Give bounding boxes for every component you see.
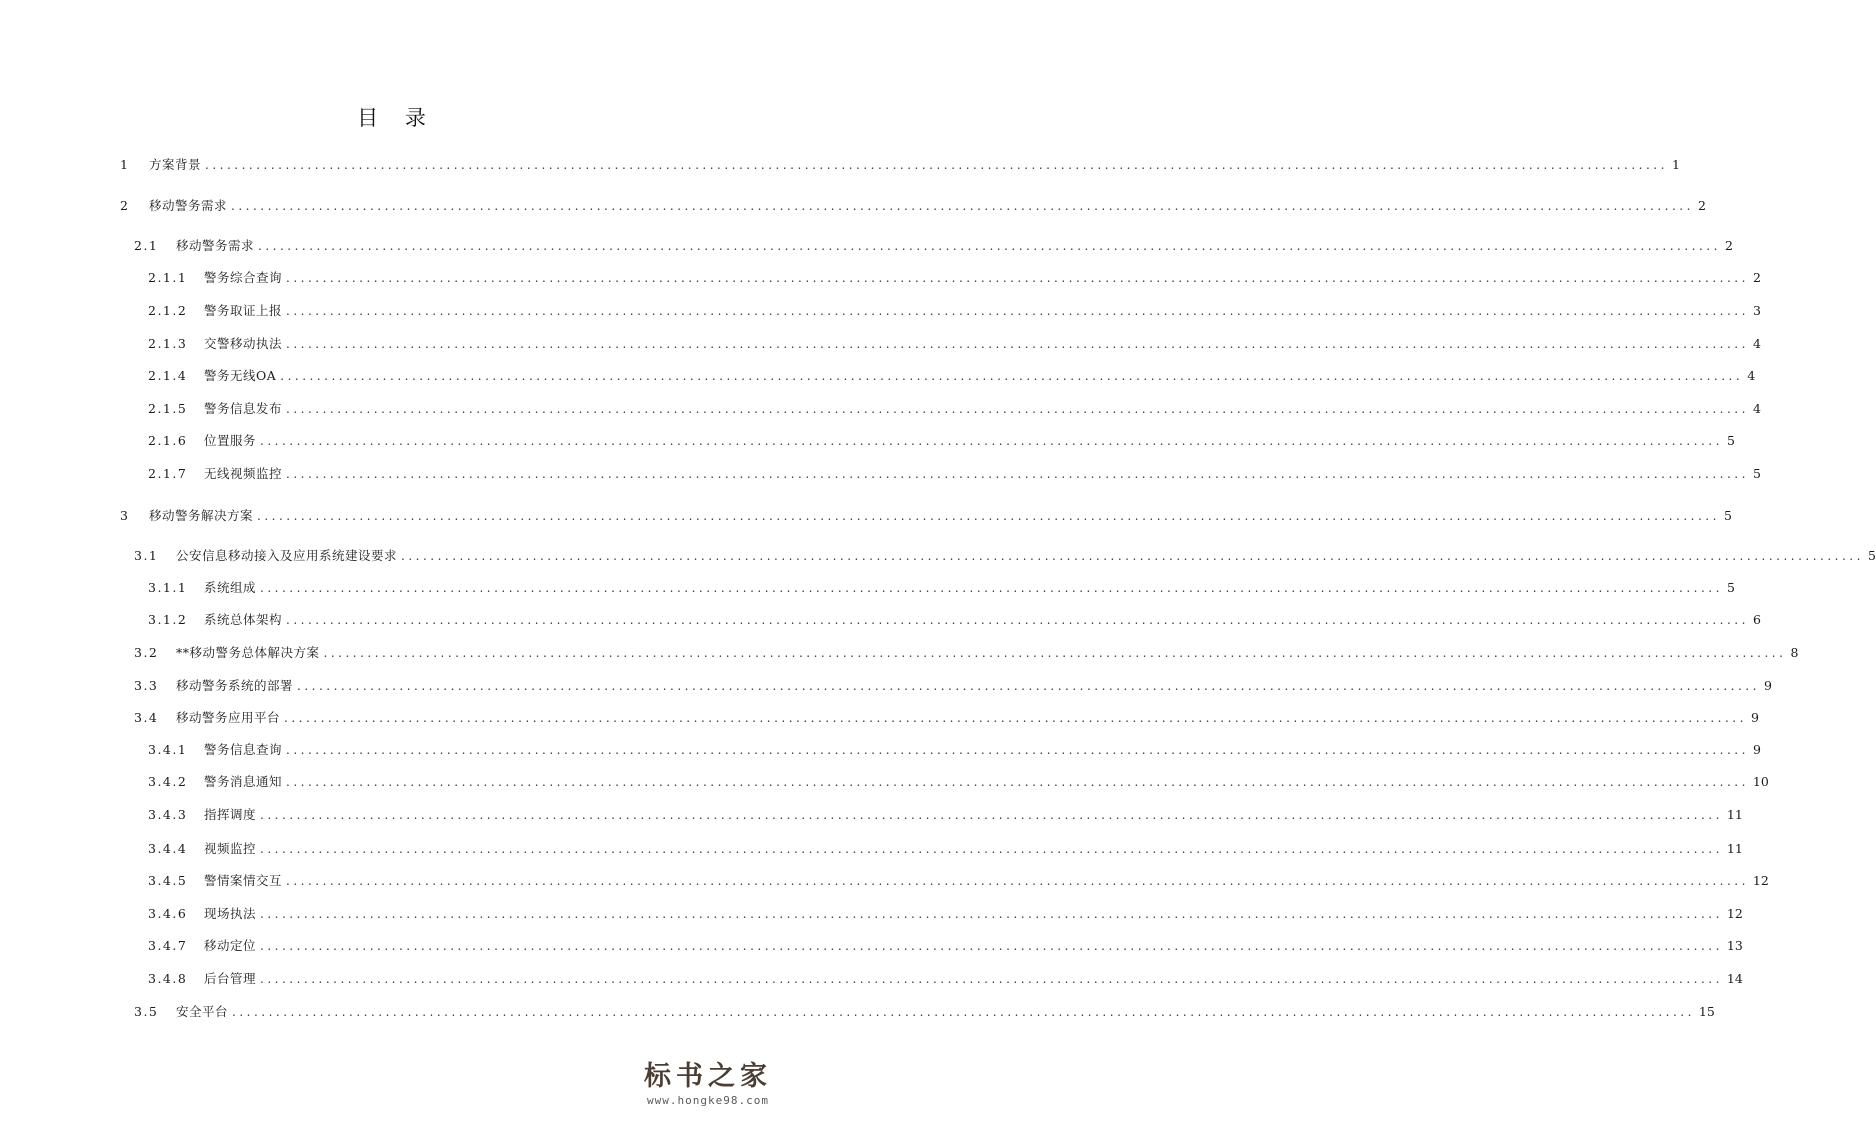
- toc-leader-dots: ........................................................................................................................................................................................................: [323, 646, 1787, 660]
- toc-entry-number: 3.3: [134, 678, 159, 693]
- toc-entry-label: 警务取证上报: [204, 303, 283, 318]
- toc-entry-label: 移动警务解决方案: [149, 508, 254, 523]
- toc-entry-number: 3.5: [134, 1004, 159, 1019]
- toc-entry-label: 交警移动执法: [204, 336, 283, 351]
- toc-leader-dots: ........................................................................................................................................................................................................: [286, 337, 1749, 351]
- toc-entry-page: 2: [1752, 270, 1761, 285]
- toc-entry[interactable]: [120, 156, 1680, 174]
- toc-entry-number: 2.1.1: [148, 270, 188, 285]
- toc-entry-page: 2: [1724, 238, 1733, 253]
- toc-leader-dots: ........................................................................................................................................................................................................: [260, 972, 1723, 986]
- toc-entry[interactable]: [148, 579, 1735, 597]
- toc-entry-label: 安全平台: [176, 1004, 229, 1019]
- toc-entry-label: 移动定位: [204, 938, 257, 953]
- toc-entry-page: 5: [1726, 433, 1735, 448]
- toc-leader-dots: ........................................................................................................................................................................................................: [286, 304, 1749, 318]
- toc-leader-dots: ........................................................................................................................................................................................................: [286, 613, 1749, 627]
- toc-leader-dots: ........................................................................................................................................................................................................: [232, 1005, 1695, 1019]
- toc-entry-label: 警务消息通知: [204, 774, 283, 789]
- toc-leader-dots: ........................................................................................................................................................................................................: [260, 808, 1723, 822]
- toc-entry-page: 15: [1698, 1004, 1715, 1019]
- toc-entry-page: 11: [1726, 841, 1743, 856]
- toc-entry-number: 3.4.7: [148, 938, 188, 953]
- toc-entry[interactable]: [134, 709, 1759, 727]
- toc-entry-label: 警情案情交互: [204, 873, 283, 888]
- toc-entry-page: 11: [1726, 807, 1743, 822]
- toc-entry-number: 3.4.8: [148, 971, 188, 986]
- toc-entry[interactable]: [134, 237, 1733, 255]
- toc-entry-page: 4: [1752, 336, 1761, 351]
- page-title: 目 录: [357, 106, 436, 130]
- toc-leader-dots: ........................................................................................................................................................................................................: [280, 369, 1744, 383]
- toc-entry[interactable]: [134, 644, 1799, 662]
- watermark-url: www.hongke98.com: [647, 1094, 769, 1107]
- toc-entry-number: 3.1.1: [148, 580, 188, 595]
- toc-entry-number: 3.1.2: [148, 612, 188, 627]
- toc-entry-number: 3.4.2: [148, 774, 188, 789]
- toc-entry-number: 3.4: [134, 710, 159, 725]
- toc-entry-number: 3: [120, 508, 130, 523]
- toc-entry-label: 系统组成: [204, 580, 257, 595]
- toc-entry-label: 移动警务需求: [149, 198, 228, 213]
- toc-leader-dots: ........................................................................................................................................................................................................: [260, 907, 1723, 921]
- toc-entry[interactable]: [148, 905, 1743, 923]
- toc-entry-page: 1: [1671, 157, 1680, 172]
- toc-entry-number: 3.4.4: [148, 841, 188, 856]
- toc-entry-page: 2: [1697, 198, 1706, 213]
- toc-entry-label: 后台管理: [204, 971, 257, 986]
- toc-entry[interactable]: [148, 937, 1743, 955]
- toc-entry-number: 2.1.3: [148, 336, 188, 351]
- toc-leader-dots: ........................................................................................................................................................................................................: [286, 743, 1749, 757]
- toc-entry-page: 9: [1763, 678, 1772, 693]
- toc-entry-page: 5: [1723, 508, 1732, 523]
- toc-entry[interactable]: [134, 547, 1876, 565]
- toc-entry[interactable]: [148, 367, 1756, 385]
- toc-entry-number: 1: [120, 157, 130, 172]
- toc-entry[interactable]: [148, 302, 1761, 320]
- toc-entry[interactable]: [148, 335, 1761, 353]
- toc-entry-number: 2.1.2: [148, 303, 188, 318]
- toc-entry-label: 方案背景: [149, 157, 202, 172]
- toc-leader-dots: ........................................................................................................................................................................................................: [260, 581, 1723, 595]
- toc-leader-dots: ........................................................................................................................................................................................................: [286, 402, 1749, 416]
- toc-entry-number: 2.1: [134, 238, 159, 253]
- toc-entry[interactable]: [148, 872, 1769, 890]
- toc-entry-label: 警务无线OA: [204, 368, 277, 383]
- toc-entry[interactable]: [120, 507, 1732, 525]
- toc-entry-number: 3.4.1: [148, 742, 188, 757]
- toc-entry-page: 3: [1752, 303, 1761, 318]
- toc-entry-label: 现场执法: [204, 906, 257, 921]
- toc-entry[interactable]: [120, 197, 1706, 215]
- toc-entry[interactable]: [148, 432, 1735, 450]
- toc-leader-dots: ........................................................................................................................................................................................................: [257, 509, 1720, 523]
- toc-entry-page: 4: [1747, 368, 1756, 383]
- toc-entry-label: **移动警务总体解决方案: [176, 645, 320, 660]
- toc-entry-number: 3.2: [134, 645, 159, 660]
- toc-entry-number: 2.1.4: [148, 368, 188, 383]
- toc-entry[interactable]: [134, 677, 1772, 695]
- toc-leader-dots: ........................................................................................................................................................................................................: [297, 679, 1760, 693]
- toc-entry[interactable]: [148, 840, 1743, 858]
- toc-entry-page: 13: [1726, 938, 1743, 953]
- toc-entry-number: 3.4.3: [148, 807, 188, 822]
- toc-entry-label: 位置服务: [204, 433, 257, 448]
- toc-entry-number: 2: [120, 198, 130, 213]
- toc-entry-label: 移动警务应用平台: [176, 710, 281, 725]
- toc-leader-dots: ........................................................................................................................................................................................................: [260, 939, 1723, 953]
- toc-entry[interactable]: [148, 465, 1761, 483]
- toc-leader-dots: ........................................................................................................................................................................................................: [258, 239, 1721, 253]
- watermark-logo: [628, 1060, 788, 1116]
- toc-entry-number: 2.1.5: [148, 401, 188, 416]
- toc-entry-label: 指挥调度: [204, 807, 257, 822]
- toc-entry[interactable]: [134, 1003, 1715, 1021]
- toc-entry-label: 公安信息移动接入及应用系统建设要求: [176, 548, 398, 563]
- toc-leader-dots: ........................................................................................................................................................................................................: [286, 775, 1749, 789]
- toc-leader-dots: ........................................................................................................................................................................................................: [205, 158, 1668, 172]
- toc-entry-label: 视频监控: [204, 841, 257, 856]
- toc-entry-label: 警务综合查询: [204, 270, 283, 285]
- toc-entry-label: 警务信息查询: [204, 742, 283, 757]
- toc-entry-page: 9: [1750, 710, 1759, 725]
- toc-entry-label: 移动警务需求: [176, 238, 255, 253]
- toc-entry-label: 移动警务系统的部署: [176, 678, 294, 693]
- toc-entry-page: 5: [1867, 548, 1876, 563]
- toc-entry[interactable]: [148, 773, 1769, 791]
- toc-entry[interactable]: [148, 611, 1761, 629]
- toc-leader-dots: ........................................................................................................................................................................................................: [401, 549, 1864, 563]
- toc-entry[interactable]: [148, 970, 1743, 988]
- toc-entry-page: 14: [1726, 971, 1743, 986]
- toc-entry-page: 10: [1752, 774, 1769, 789]
- toc-entry-label: 系统总体架构: [204, 612, 283, 627]
- toc-entry-label: 无线视频监控: [204, 466, 283, 481]
- toc-leader-dots: ........................................................................................................................................................................................................: [286, 874, 1749, 888]
- toc-entry[interactable]: [148, 741, 1761, 759]
- toc-entry-page: 12: [1726, 906, 1743, 921]
- toc-entry-number: 2.1.6: [148, 433, 188, 448]
- toc-leader-dots: ........................................................................................................................................................................................................: [286, 467, 1749, 481]
- watermark-text: 标书之家: [644, 1061, 772, 1092]
- toc-entry-page: 5: [1726, 580, 1735, 595]
- toc-entry-label: 警务信息发布: [204, 401, 283, 416]
- toc-entry-number: 3.1: [134, 548, 159, 563]
- toc-entry-page: 12: [1752, 873, 1769, 888]
- toc-entry-page: 4: [1752, 401, 1761, 416]
- toc-entry[interactable]: [148, 806, 1743, 824]
- toc-leader-dots: ........................................................................................................................................................................................................: [286, 271, 1749, 285]
- toc-entry-number: 3.4.6: [148, 906, 188, 921]
- toc-leader-dots: ........................................................................................................................................................................................................: [284, 711, 1747, 725]
- toc-entry-number: 2.1.7: [148, 466, 188, 481]
- toc-leader-dots: ........................................................................................................................................................................................................: [231, 199, 1694, 213]
- toc-entry-page: 6: [1752, 612, 1761, 627]
- toc-entry[interactable]: [148, 400, 1761, 418]
- toc-entry[interactable]: [148, 269, 1761, 287]
- toc-entry-page: 9: [1752, 742, 1761, 757]
- toc-leader-dots: ........................................................................................................................................................................................................: [260, 842, 1723, 856]
- toc-entry-page: 5: [1752, 466, 1761, 481]
- toc-entry-number: 3.4.5: [148, 873, 188, 888]
- toc-leader-dots: ........................................................................................................................................................................................................: [260, 434, 1723, 448]
- toc-entry-page: 8: [1790, 645, 1799, 660]
